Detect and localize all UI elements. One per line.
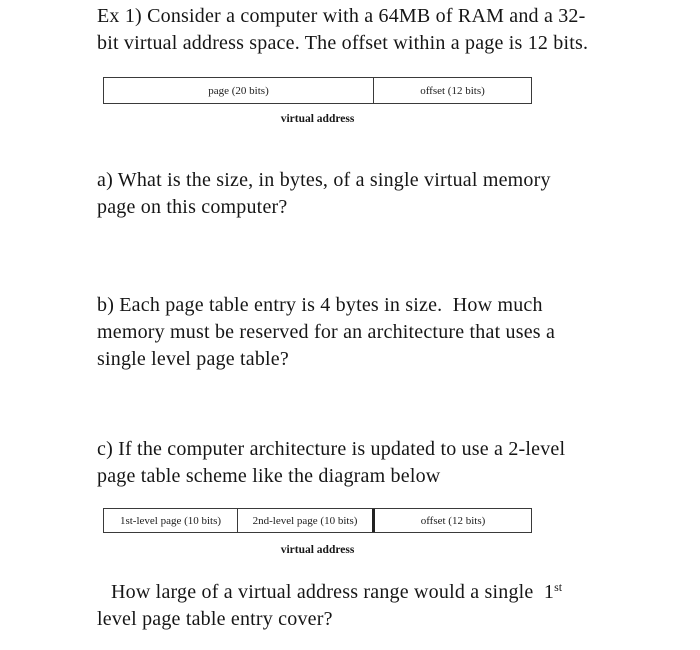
- question-d-line-1-text: How large of a virtual address range would a single 1: [111, 581, 555, 603]
- virtual-address-diagram-1: [103, 77, 532, 126]
- question-a-line-2: page on this computer?: [97, 196, 288, 218]
- field-offset-2: offset (12 bits): [372, 509, 531, 532]
- intro-paragraph: [97, 3, 700, 57]
- question-a-paragraph: [97, 167, 700, 221]
- question-c-line-2: page table scheme like the diagram below: [97, 465, 441, 487]
- field-2nd-level-page: 2nd-level page (10 bits): [252, 514, 358, 527]
- virtual-address-diagram-2: [103, 508, 532, 557]
- bit-field-box-2: [103, 508, 532, 533]
- intro-line-2: bit virtual address space. The offset within a page is 12 bits.: [97, 32, 589, 54]
- diagram-1-caption: virtual address: [280, 113, 355, 125]
- question-a-line-1: a) What is the size, in bytes, of a single virtual memory: [97, 169, 551, 191]
- question-c-line-1: c) If the computer architecture is updated to use a 2-level: [97, 438, 566, 460]
- question-b-line-1: b) Each page table entry is 4 bytes in size. How much: [97, 294, 543, 316]
- question-b-line-3: single level page table?: [97, 348, 289, 370]
- ordinal-superscript: st: [554, 580, 563, 594]
- diagram-2-caption: virtual address: [280, 544, 355, 556]
- intro-line-1: Ex 1) Consider a computer with a 64MB of RAM and a 32-: [97, 5, 586, 27]
- question-b-line-2: memory must be reserved for an architecture that uses a: [97, 321, 556, 343]
- question-b-paragraph: [97, 292, 700, 373]
- field-offset: offset (12 bits): [420, 84, 485, 97]
- field-1st-level-page: 1st-level page (10 bits): [104, 509, 238, 532]
- bit-field-box-1: [103, 77, 532, 104]
- question-d-paragraph: [97, 579, 700, 633]
- field-page: page (20 bits): [104, 78, 374, 103]
- question-d-line-1: [97, 579, 700, 606]
- question-c-paragraph: [97, 436, 700, 490]
- question-d-line-2: level page table entry cover?: [97, 608, 333, 630]
